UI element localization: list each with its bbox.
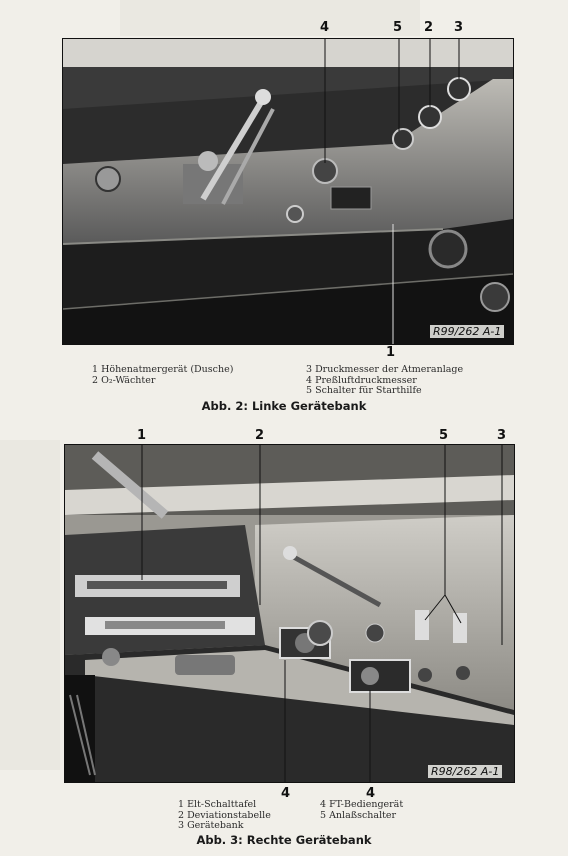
legend-item: 5 Anlaßschalter xyxy=(320,809,397,821)
figure1-legend-right xyxy=(306,365,463,397)
figure1-photo xyxy=(62,38,514,345)
figure1-callout-3: 3 xyxy=(454,20,464,35)
legend-item: 5 Schalter für Starthilfe xyxy=(306,385,422,396)
legend-item: 1 Höhenatmergerät (Dusche) xyxy=(92,364,234,375)
figure1-callout-1: 1 xyxy=(386,345,396,360)
legend-item: 4 Preßluftdruckmesser xyxy=(306,374,417,386)
figure2-callout-4b: 4 xyxy=(366,786,376,801)
figure2-legend-left xyxy=(178,800,271,832)
legend-item: 3 Gerätebank xyxy=(178,820,244,831)
figure2-legend-right xyxy=(320,800,403,821)
figure1-callout-4: 4 xyxy=(320,20,330,35)
figure1-callout-5: 5 xyxy=(393,20,403,35)
background-paper-shadow xyxy=(120,0,420,36)
figure2-photo-drawing xyxy=(65,445,514,782)
figure2-reference-code: R98/262 A-1 xyxy=(428,765,502,778)
figure1-reference-code: R99/262 A-1 xyxy=(430,325,504,338)
background-paper-shadow xyxy=(0,440,60,770)
legend-item: 2 Deviationstabelle xyxy=(178,809,271,821)
figure2-photo xyxy=(64,444,515,783)
figure2-callout-5: 5 xyxy=(439,428,449,443)
figure2-callout-1: 1 xyxy=(137,428,147,443)
figure2-callout-3: 3 xyxy=(497,428,507,443)
figure2-callout-4a: 4 xyxy=(281,786,291,801)
legend-item: 1 Elt-Schalttafel xyxy=(178,799,257,810)
figure1-legend-left xyxy=(92,365,233,386)
figure1-title: Abb. 2: Linke Gerätebank xyxy=(201,399,367,413)
legend-item: 2 O₂-Wächter xyxy=(92,374,156,386)
figure2-callout-2: 2 xyxy=(255,428,265,443)
legend-item: 4 FT-Bediengerät xyxy=(320,799,404,810)
figure1-photo-drawing xyxy=(63,39,513,344)
figure2-title: Abb. 3: Rechte Gerätebank xyxy=(196,833,372,847)
legend-item: 3 Druckmesser der Atmeranlage xyxy=(306,364,464,375)
figure1-callout-2: 2 xyxy=(424,20,434,35)
